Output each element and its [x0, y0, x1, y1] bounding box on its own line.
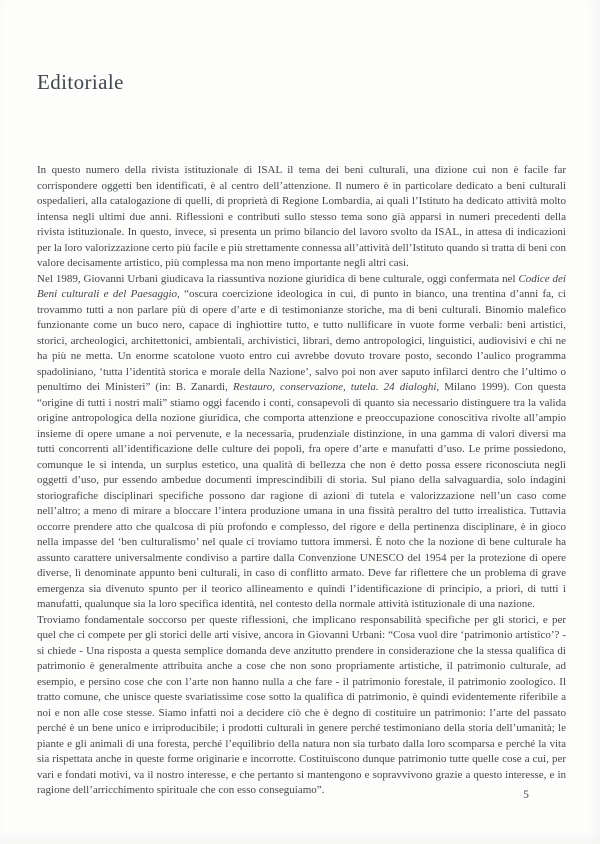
paragraph: [37, 272, 566, 613]
italic-text: Codice dei Beni culturali e del Paesaggio: [37, 272, 566, 300]
body-text: In questo numero della rivista istituzionale di ISAL il tema dei beni culturali, una dizione cui non è facile far corrispondere oggetti ben identificati, è al centro dell’attenzione. Il numero è in particolare dedicato a beni culturali ospedalieri, alla catalogazione di quelli, di proprietà di Regione Lombardia, ai quali l’Istituto ha dedicato attività molto intensa negli ultimi due anni. Riflessioni e contributi sullo stesso tema sono già apparsi in numeri precedenti della rivista istituzionale. In questo, invece, si presenta un primo bilancio del lavoro svolto da ISAL, in attesa di indicazioni per la loro valorizzazione certo più facile e più strettamente connessa all’attività dell’Istituto quando si tratta di beni con valore decisamente artistico, più complessa ma non meno importante negli altri casi.: [37, 164, 566, 269]
italic-text: Restauro, conservazione, tutela. 24 dialoghi: [232, 381, 437, 393]
body-text: , Milano 1999). Con questa “origine di tutti i nostri mali” stiamo oggi facendo i conti, consapevoli di quanto sia necessario distinguere tra la valida origine antropologica della nozione giuridica, che comporta attenzione e preoccupazione conoscitiva rivolte all’ampio insieme di opere umane a noi pervenute, e la necessaria, prudenziale distinzione, in una gamma di valori diversi ma tutti concorrenti all’identificazione delle culture dei popoli, fra opere d’arte e manufatti d’uso. Le prime possiedono, comunque le si intenda, un surplus estetico, una qualità di bellezza che non è detto possa essere riconosciuta negli oggetti d’uso, pur essendo ambedue documenti imprescindibili di storia. Sul piano della salvaguardia, solo indagini storiografiche disciplinari specifiche possono dar ragione di azioni di tutela e valorizzazione nell’un caso come nell’altro; a meno di mirare a bloccare l’intera produzione umana in una fissità peraltro del tutto irrealistica. Tuttavia occorre prendere atto che qualcosa di più profondo e complesso, del rigore e della pertinenza disciplinare, è in gioco nella impasse del ‘ben culturalismo’ nel quale ci troviamo tuttora immersi. È noto che la nozione di bene culturale ha assunto carattere universalmente condiviso a partire dalla Convenzione UNESCO del 1954 per la protezione di opere diverse, lì denominate appunto beni culturali, in caso di conflitto armato. Deve far riflettere che un problema di grave emergenza sia divenuto spunto per il teorico allineamento e quindi l’identificazione di principio, a priori, di tutti i manufatti, qualunque sia la loro specifica identità, nel contesto della normale attività istituzionale di una nazione.: [37, 381, 566, 610]
body-text: Troviamo fondamentale soccorso per queste riflessioni, che implicano responsabilità specifiche per gli storici, e per quel che ci compete per gli storici delle arti visive, ancora in Giovanni Urbani: “Cosa vuol dire ‘patrimonio artistico’? - si chiede - Una risposta a questa semplice domanda deve anzitutto prendere in considerazione che la stessa qualifica di patrimonio è generalmente attribuita anche a cose che non sono propriamente artistiche, il patrimonio culturale, ad esempio, e persino cose che con l’arte non hanno nulla a che fare - il patrimonio forestale, il patrimonio zoologico. Il tratto comune, che unisce queste svariatissime cose sotto la qualifica di patrimonio, è quindi evidentemente riferibile a noi e non alle cose stesse. Siamo infatti noi a decidere ciò che è degno di costituire un patrimonio: l’arte del passato perché è un bene unico e irriproducibile; i prodotti culturali in genere perché testimoniano della storia dell’umanità; le piante e gli animali di una foresta, perché l’equilibrio della natura non sia turbato dalla loro scomparsa e perché la vita sia rispettata anche in queste forme originarie e incorrotte. Costituiscono dunque patrimonio tutte quelle cose a cui, per vari e fondati motivi, va il nostro interesse, e che pertanto si mantengono e sopravvivono grazie a questo interesse, e in ragione dell’arricchimento spirituale che con esso conseguiamo”.: [37, 613, 566, 796]
page-number: 5: [523, 789, 529, 801]
article-body: [37, 163, 566, 799]
page-title: Editoriale: [37, 70, 124, 95]
body-text: , “oscura coercizione ideologica in cui, di punto in bianco, una trentina d’anni fa, ci trovammo tutti a non parlare più di opere d’arte e di testimonianze storiche, ma di beni culturali. Binomio malefico funzionante come un buco nero, capace di inghiottire tutto, e tutto nullificare in vuote forme verbali: beni artistici, storici, archeologici, architettonici, ambientali, archivistici, librari, demo antropologici, linguistici, audiovisivi e chi ne ha più ne metta. Un enorme scatolone vuoto entro cui avrebbe dovuto trovare posto, secondo l’aulico programma spadoliniano, ‘tutta l’identità storica e morale della Nazione’, salvo poi non aver saputo infilarci dentro che l’ultimo o penultimo dei Ministeri” (in: B. Zanardi,: [37, 288, 566, 393]
paragraph: [37, 613, 566, 799]
paragraph: [37, 163, 566, 272]
body-text: Nel 1989, Giovanni Urbani giudicava la riassuntiva nozione giuridica di bene culturale, oggi confermata nel: [37, 272, 519, 285]
